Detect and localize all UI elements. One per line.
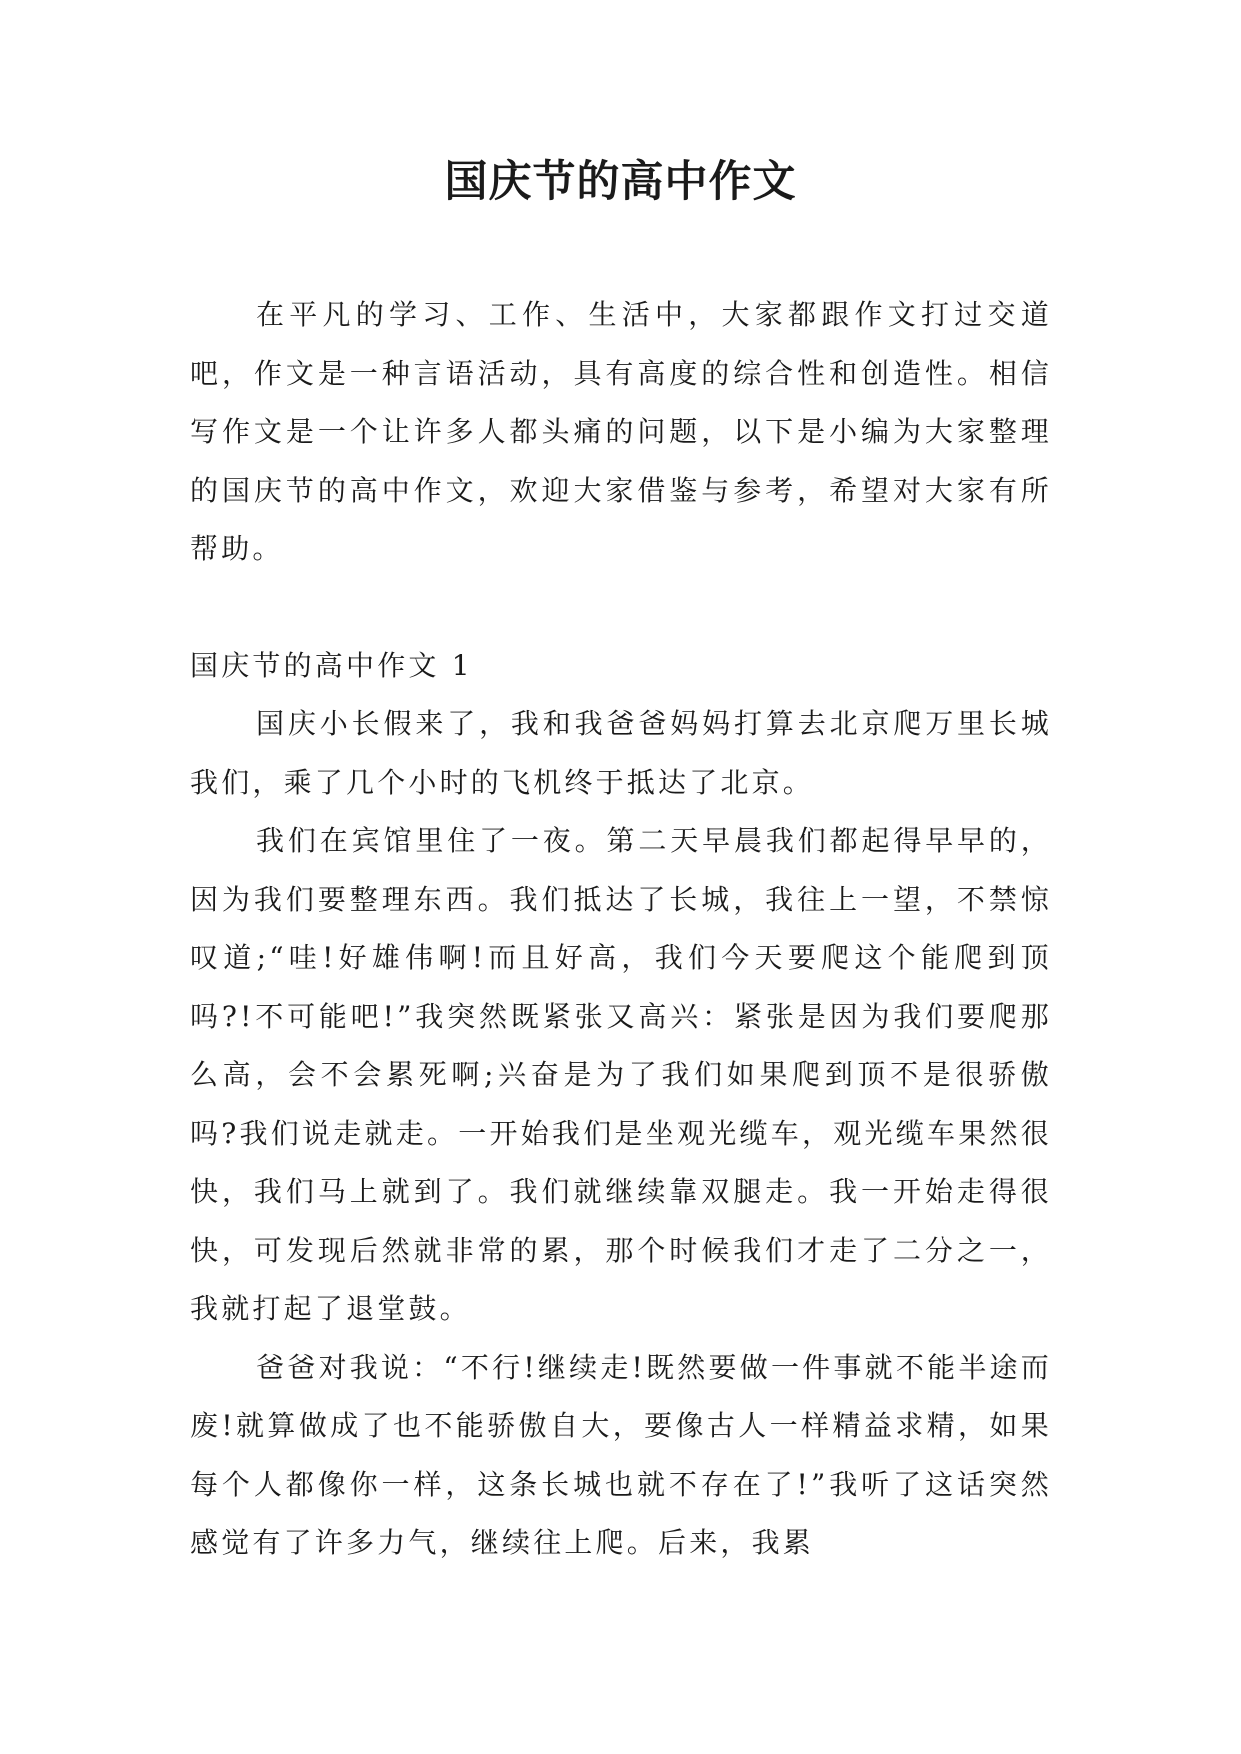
body-paragraph: 我们在宾馆里住了一夜。第二天早晨我们都起得早早的，因为我们要整理东西。我们抵达了长城，我往上一望，不禁惊叹道;“哇!好雄伟啊!而且好高，我们今天要爬这个能爬到顶吗?!不可能吧!”我突然既紧张又高兴：紧张是因为我们要爬那么高，会不会累死啊;兴奋是为了我们如果爬到顶不是很骄傲吗?我们说走就走。一开始我们是坐观光缆车，观光缆车果然很快，我们马上就到了。我们就继续靠双腿走。我一开始走得很快，可发现后然就非常的累，那个时候我们才走了二分之一，我就打起了退堂鼓。 [190,824,1052,1325]
body-paragraph: 爸爸对我说：“不行!继续走!既然要做一件事就不能半途而废!就算做成了也不能骄傲自大，要像古人一样精益求精，如果每个人都像你一样，这条长城也就不存在了!”我听了这话突然感觉有了许多力气，继续往上爬。后来，我累 [190,1350,1052,1559]
document-title: 国庆节的高中作文 [444,157,797,207]
section-heading: 国庆节的高中作文 1 [190,648,473,682]
document-body [190,286,1052,1573]
intro-paragraph: 在平凡的学习、工作、生活中，大家都跟作文打过交道吧，作文是一种言语活动，具有高度的综合性和创造性。相信写作文是一个让许多人都头痛的问题，以下是小编为大家整理的国庆节的高中作文，欢迎大家借鉴与参考，希望对大家有所帮助。 [190,298,1052,565]
body-paragraph: 国庆小长假来了，我和我爸爸妈妈打算去北京爬万里长城我们，乘了几个小时的飞机终于抵达了北京。 [190,707,1052,799]
